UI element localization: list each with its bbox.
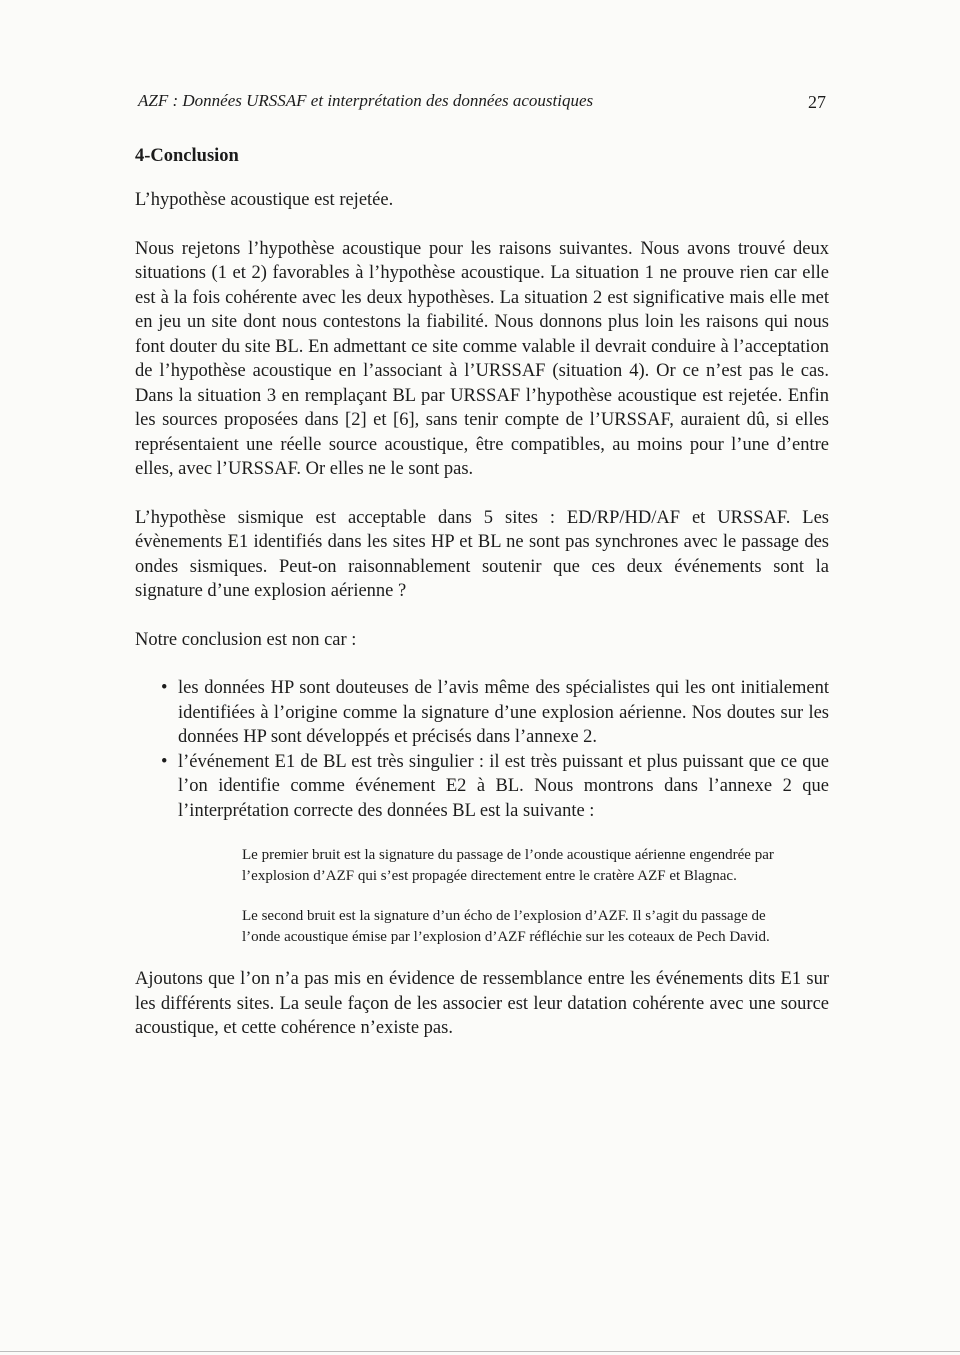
conclusion-bullet-list [135, 676, 829, 823]
bullet-item-bl-event: • l’événement E1 de BL est très singulier : il est très puissant et plus puissant que ce que l’on identifie comme événement E2 à BL. Nous montrons dans l’annexe 2 que l’interprétation correcte des données BL est la suivante : [161, 750, 829, 824]
paragraph-acoustic-reasons: Nous rejetons l’hypothèse acoustique pour les raisons suivantes. Nous avons trouvé deux situations (1 et 2) favorables à l’hypothèse acoustique. La situation 1 ne prouve rien car elle est à la fois cohérente avec les deux hypothèses. La situation 2 est significative mais elle met en jeu un site dont nous contestons la fiabilité. Nous donnons plus loin les raisons qui nous font douter du site BL. En admettant ce site comme valable il devrait conduire à l’acceptation de l’hypothèse acoustique en l’associant à l’URSSAF (situation 4). Or ce n’est pas le cas. Dans la situation 3 en remplaçant BL par URSSAF l’hypothèse acoustique est rejetée. Enfin les sources proposées dans [2] et [6], sans tenir compte de l’URSSAF, auraient dû, si elles représentaient une réelle source acoustique, être compatibles, au moins pour l’une d’entre elles, avec l’URSSAF. Or elles ne le sont pas. [135, 238, 829, 479]
section-heading: 4-Conclusion [135, 146, 239, 166]
quoted-interpretation [242, 845, 802, 947]
paragraph-seismic-hypothesis: L’hypothèse sismique est acceptable dans 5 sites : ED/RP/HD/AF et URSSAF. Les évènements E1 identifiés dans les sites HP et BL ne sont pas synchrones avec le passage des ondes sismiques. Peut-on raisonnablement soutenir que ces deux événements sont la signature d’une explosion aérienne ? [135, 507, 829, 601]
bullet-item-hp-data: • les données HP sont douteuses de l’avis même des spécialistes qui les ont initialement identifiées à l’origine comme la signature d’une explosion aérienne. Nos doutes sur les données HP sont développés et précisés dans l’annexe 2. [161, 676, 829, 750]
quote-second-noise: Le second bruit est la signature d’un écho de l’explosion d’AZF. Il s’agit du passage de l’onde acoustique émise par l’explosion d’AZF réfléchie sur les coteaux de Pech David. [242, 908, 770, 945]
bottom-scan-edge [0, 1351, 960, 1352]
page-number: 27 [808, 92, 826, 112]
page-body [135, 144, 829, 1065]
quote-first-noise: Le premier bruit est la signature du passage de l’onde acoustique aérienne engendrée par l’explosion d’AZF qui s’est propagée directement entre le cratère AZF et Blagnac. [242, 847, 774, 884]
paragraph-conclusion-intro: Notre conclusion est non car : [135, 629, 357, 650]
paragraph-closing: Ajoutons que l’on n’a pas mis en évidence de ressemblance entre les événements dits E1 sur les différents sites. La seule façon de les associer est leur datation cohérente avec une source acoustique, et cette cohérence n’existe pas. [135, 969, 829, 1038]
running-header: AZF : Données URSSAF et interprétation des données acoustiques [138, 91, 594, 110]
paragraph-rejection-statement: L’hypothèse acoustique est rejetée. [135, 190, 394, 210]
